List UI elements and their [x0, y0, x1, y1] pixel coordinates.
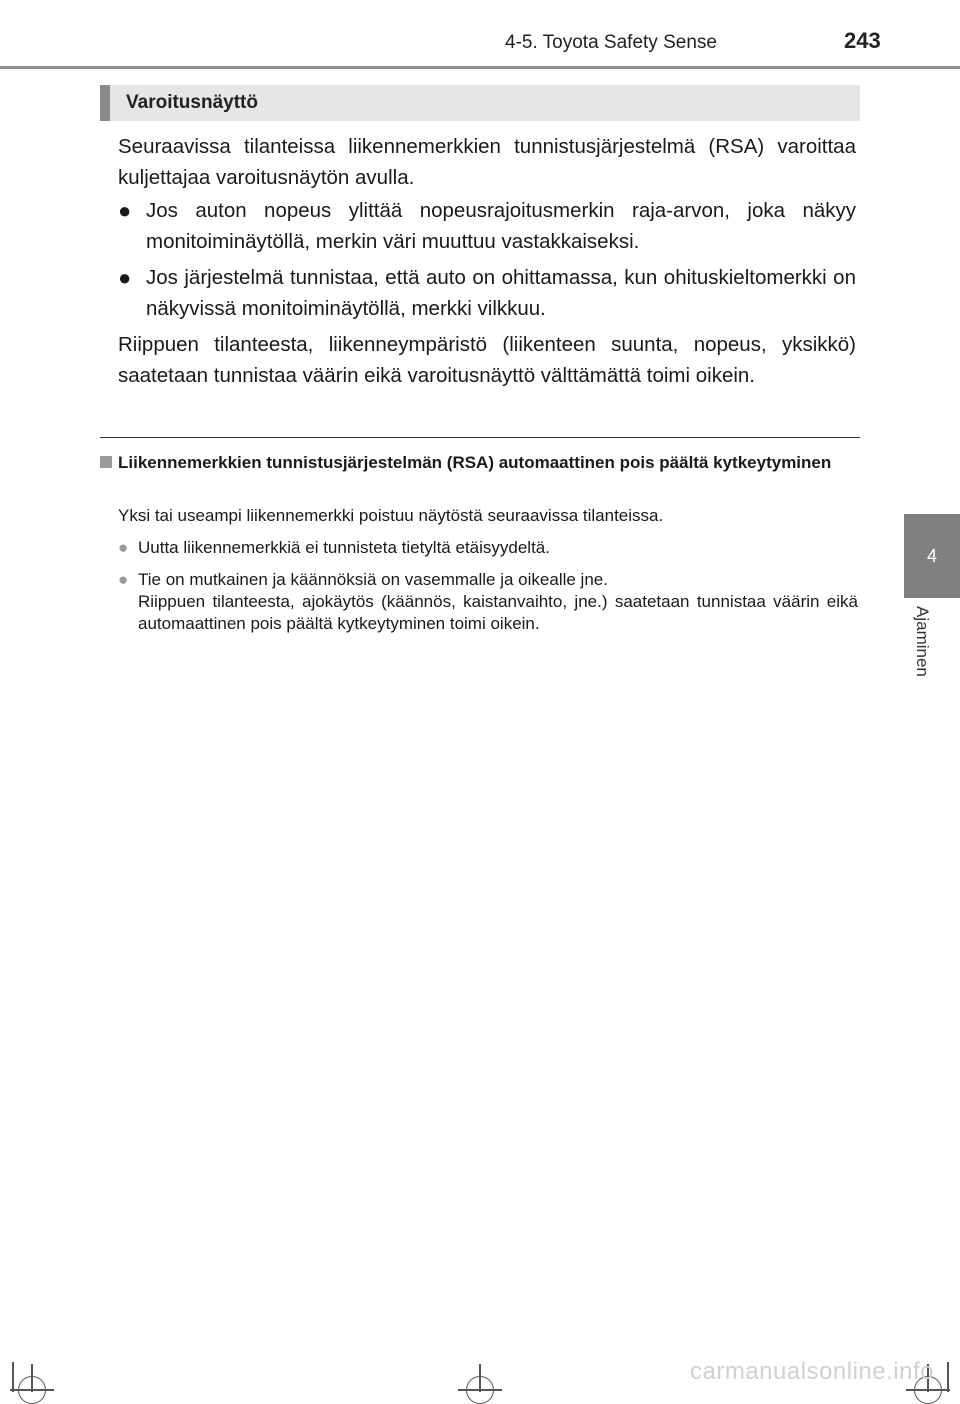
- section-bullet-text: Jos auton nopeus ylittää nopeusrajoitusmerkin raja-arvon, joka näkyy monitoiminäytöllä, merkin väri muuttuu vastakkaiseksi.: [146, 199, 856, 253]
- crop-mark-line: [31, 1364, 33, 1392]
- crop-mark-line: [12, 1362, 14, 1392]
- header-divider: [0, 66, 960, 69]
- subsection-bullet-text: [138, 569, 858, 635]
- section-paragraph: Riippuen tilanteesta, liikenneympäristö (liikenteen suunta, nopeus, yksikkö) saatetaan tunnistaa väärin eikä varoitusnäyttö välttämättä toimi oikein.: [118, 333, 856, 387]
- subsection-heading: [100, 451, 860, 474]
- subsection-note: Riippuen tilanteesta, ajokäytös (käännös, kaistanvaihto, jne.) saatetaan tunnistaa väärin eikä automaattinen pois päältä kytkeytyminen toimi oikein.: [138, 592, 858, 633]
- section-heading: [100, 85, 860, 121]
- bullet-dot-icon: ●: [118, 198, 132, 223]
- section-bullet-text: Jos järjestelmä tunnistaa, että auto on ohittamassa, kun ohituskieltomerkki on näkyvissä monitoiminäytöllä, merkki vilkkuu.: [146, 266, 856, 320]
- crop-mark-line: [947, 1362, 949, 1392]
- subsection-bullet-main: Tie on mutkainen ja käännöksiä on vasemmalle ja oikealle jne.: [138, 570, 608, 589]
- subsection-divider: [100, 437, 860, 438]
- subsection-bullet-text: Uutta liikennemerkkiä ei tunnisteta tietyltä etäisyydeltä.: [138, 538, 550, 557]
- crop-mark-line: [479, 1364, 481, 1392]
- section-heading-text: Varoitusnäyttö: [126, 92, 258, 113]
- chapter-tab-label: Ajaminen: [913, 606, 932, 677]
- running-header-section: 4-5. Toyota Safety Sense: [505, 32, 717, 53]
- crop-mark-line: [458, 1389, 502, 1391]
- section-intro: Seuraavissa tilanteissa liikennemerkkien tunnistusjärjestelmä (RSA) varoittaa kuljettajaa varoitusnäytön avulla.: [118, 135, 856, 189]
- subsection-bullet: [118, 569, 858, 635]
- section-bullet: [118, 262, 856, 324]
- subsection-heading-text: Liikennemerkkien tunnistusjärjestelmän (RSA) automaattinen pois päältä kytkeytyminen: [118, 453, 832, 472]
- crop-mark-line: [906, 1389, 950, 1391]
- crop-mark-line: [10, 1389, 54, 1391]
- bullet-dot-icon: ●: [118, 265, 132, 290]
- subsection-intro: Yksi tai useampi liikennemerkki poistuu näytöstä seuraavissa tilanteissa.: [118, 506, 664, 525]
- chapter-tab: [904, 514, 960, 598]
- subsection-bullet: [118, 537, 858, 559]
- square-bullet-icon: [100, 456, 118, 468]
- page-number: 243: [844, 28, 881, 53]
- watermark-text: carmanualsonline.info: [690, 1358, 934, 1385]
- chapter-tab-number: 4: [926, 545, 937, 566]
- bullet-dot-icon: ●: [118, 538, 129, 557]
- bullet-dot-icon: ●: [118, 570, 129, 589]
- section-bullet: [118, 195, 856, 257]
